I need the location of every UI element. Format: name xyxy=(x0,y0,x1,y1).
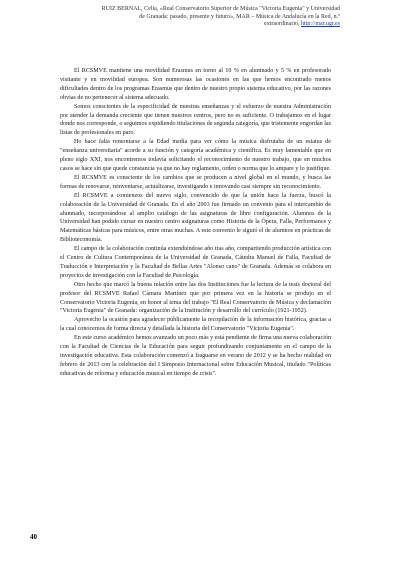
body-text xyxy=(60,67,331,379)
paragraph-collaboration: El campo de la colaboración continúa extendiéndose año tras año, compartiendo producción artística con el Centro de Cultura Contemporánea de la Universidad de Granada, Cátedra Manuel de Falla, Facultad de Traducción e Interpretación y la Facultad de Bellas Artes "Alonso cano" de Granada. Además se colabora en proyectos de investigación con la Facultad de Psicología. xyxy=(60,246,331,279)
paragraph-current-year: En este curso académico hemos avanzado un poco más y está pendiente de firma una nueva colaboración con la Facultad de Ciencias de la Educación para seguir profundizando conjuntamente en el campo de la investigación educativa. Esta colaboración comenzó a fraguarse en verano de 2012 y se ha hecho realidad en febrero de 2013 con la celebración del I Simposio Internacional sobre Educación Musical, titulado "Políticas educativas de reforma y educación musical en tiempo de crisis". xyxy=(60,335,331,377)
paragraph-changes: El RCSMVE es consciente de los cambios que se producen a nivel global en el mundo, y busca las formas de renovarse, reinventarse, actualizarse, investigando e innovando casi siempre sin reconocimiento. xyxy=(60,174,331,190)
citation-header xyxy=(40,6,340,29)
journal-link[interactable]: http://mar.ugr.es xyxy=(301,21,340,28)
paragraph-middle-ages: Ho hace falta remontarse a la Edad media para ver cómo la música disfrutaba de un estatus de "enseñanza universitaria" acorde a su función y categoría académica y científica. Es muy lamentable que en pleno siglo XXI, nos encontremos todavía solicitando el reconocimiento de nuestro trabajo, que en muchos casos se hace sin que quede constancia ya que no hay reglamento, orden o norma que lo ampare y lo justifique. xyxy=(60,139,331,172)
paragraph-erasmus: El RCSMVE mantiene una movilidad Erasmus en torno al 10 % en alumnado y 5 % en profesorado visitante y en movilidad europea. Son numerosas las ocasiones en las que hemos encontrado menos dificultades dentro de los programas Erasmus que dentro de nuestro propio sistema educativo, por las razones obvias de no pertenecer al sistema adecuado. xyxy=(60,68,331,101)
citation-line-2: de Granada: pasado, presente y futuro», MAR – Música de Andalucía en la Red, n.º xyxy=(139,13,340,20)
citation-line-1: RUIZ BERNAL, Celia, «Real Conservatorio Superior de Música "Victoria Eugenia" y Universidad xyxy=(101,6,340,12)
page-number: 40 xyxy=(30,533,37,541)
paragraph-acknowledgement: Aprovecho la ocasión para agradecer públicamente la recopilación de la información histórica, gracias a la cual conocemos de forma directa y detallada la historia del Conservatorio "Victoria Eugenia". xyxy=(60,317,331,333)
paragraph-specificity: Somos conscientes de la especificidad de nuestras enseñanzas y el esfuerzo de nuestra Administración por atender la demanda creciente que tienen nuestros centros, pero no es suficiente. O trabajamos en el lugar donde nos corresponde, o seguimos expidiendo titulaciones de segunda categoría, que tristemente engordan las listas de profesionales en paro. xyxy=(60,103,331,137)
citation-line-3 xyxy=(40,21,340,29)
paragraph-doctoral-thesis: Otro hecho que marcó la buena relación entre las dos Instituciones fue la lectura de la tesis doctoral del profesor del RCSMVE Rafael Cámara Martínez que por primera vez en la historia se produjo en el Conservatorio Victoria Eugenia, en honor al tema del trabajo "El Real Conservatorio de Música y declamación "Victoria Eugenia" de Granada: organización de la Institución y desarrollo del currículo (1921-1952). xyxy=(60,281,331,315)
citation-issue-text: extraordinario, xyxy=(264,21,300,28)
paragraph-university-agreement: El RCSMVE a comienzos del nuevo siglo, convencido de que la unión hace la fuerza, buscó la colaboración de la Universidad de Granada. En el año 2003 fue firmado un convenio para el intercambio de alumnado, incorporándose al amplio catálogo de las asignaturas de libre configuración. Alumnos de la Universidad han podido cursar en nuestro centro asignaturas como Historia de la Ópera, Falla, Performance y Matemáticas básicas para músicos, entre otras muchas. A este convenio le siguió el de alumnos en prácticas de Biblioteconomía. xyxy=(60,192,331,244)
